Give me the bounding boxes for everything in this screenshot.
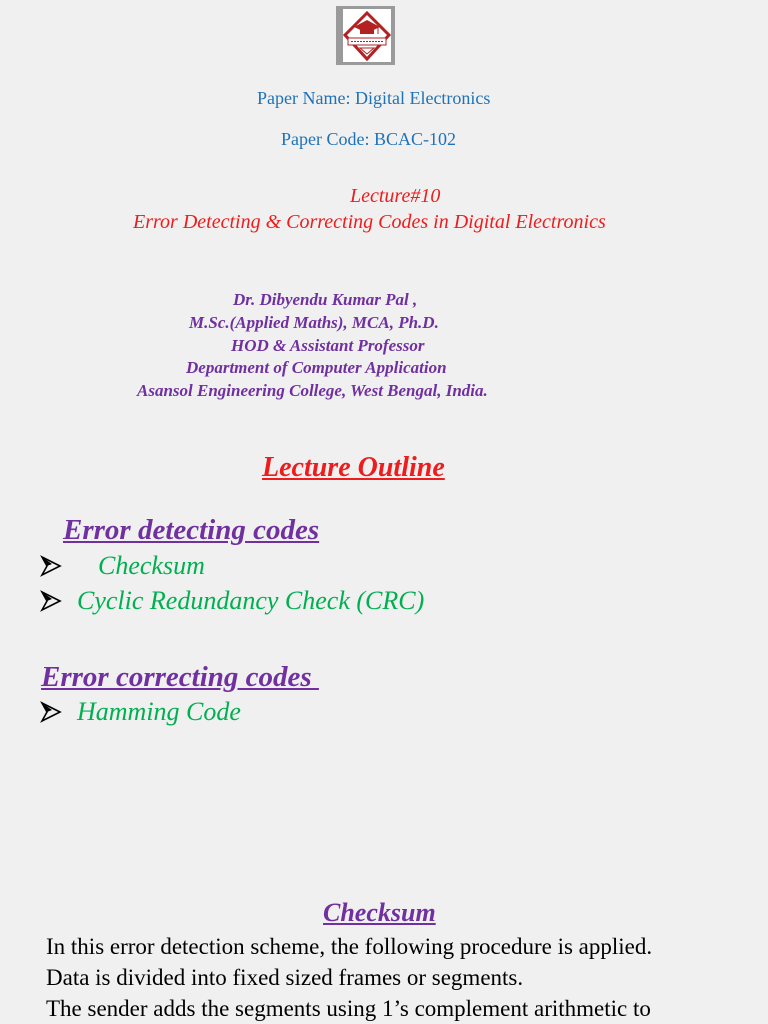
author-name: Dr. Dibyendu Kumar Pal ,: [233, 290, 418, 309]
paper-name: Paper Name: Digital Electronics: [257, 88, 491, 108]
checksum-paragraph-line: The sender adds the segments using 1’s complement arithmetic to: [46, 996, 651, 1021]
lecture-outline-title: Lecture Outline: [262, 452, 445, 483]
bullet-text: Cyclic Redundancy Check (CRC): [77, 586, 425, 615]
error-correcting-heading: Error correcting codes: [41, 661, 319, 693]
author-department: Department of Computer Application: [186, 358, 447, 377]
arrowhead-bullet-icon: [40, 701, 62, 723]
error-detecting-heading: Error detecting codes: [63, 514, 320, 546]
lecture-number: Lecture#10: [350, 185, 441, 207]
paper-code: Paper Code: BCAC-102: [281, 129, 456, 149]
lecture-title: Error Detecting & Correcting Codes in Digital Electronics: [133, 211, 606, 233]
bullet-text: Hamming Code: [77, 697, 241, 726]
checksum-paragraph-line: In this error detection scheme, the following procedure is applied.: [46, 934, 653, 959]
author-designation: HOD & Assistant Professor: [231, 336, 425, 355]
bullet-text: Checksum: [98, 551, 205, 580]
author-institution: Asansol Engineering College, West Bengal, India.: [137, 381, 488, 400]
arrowhead-bullet-icon: [40, 590, 62, 612]
college-logo: [336, 6, 395, 65]
author-qualifications: M.Sc.(Applied Maths), MCA, Ph.D.: [189, 313, 439, 332]
checksum-paragraph-line: Data is divided into fixed sized frames or segments.: [46, 965, 524, 990]
checksum-heading: Checksum: [323, 898, 436, 927]
arrowhead-bullet-icon: [40, 555, 62, 577]
